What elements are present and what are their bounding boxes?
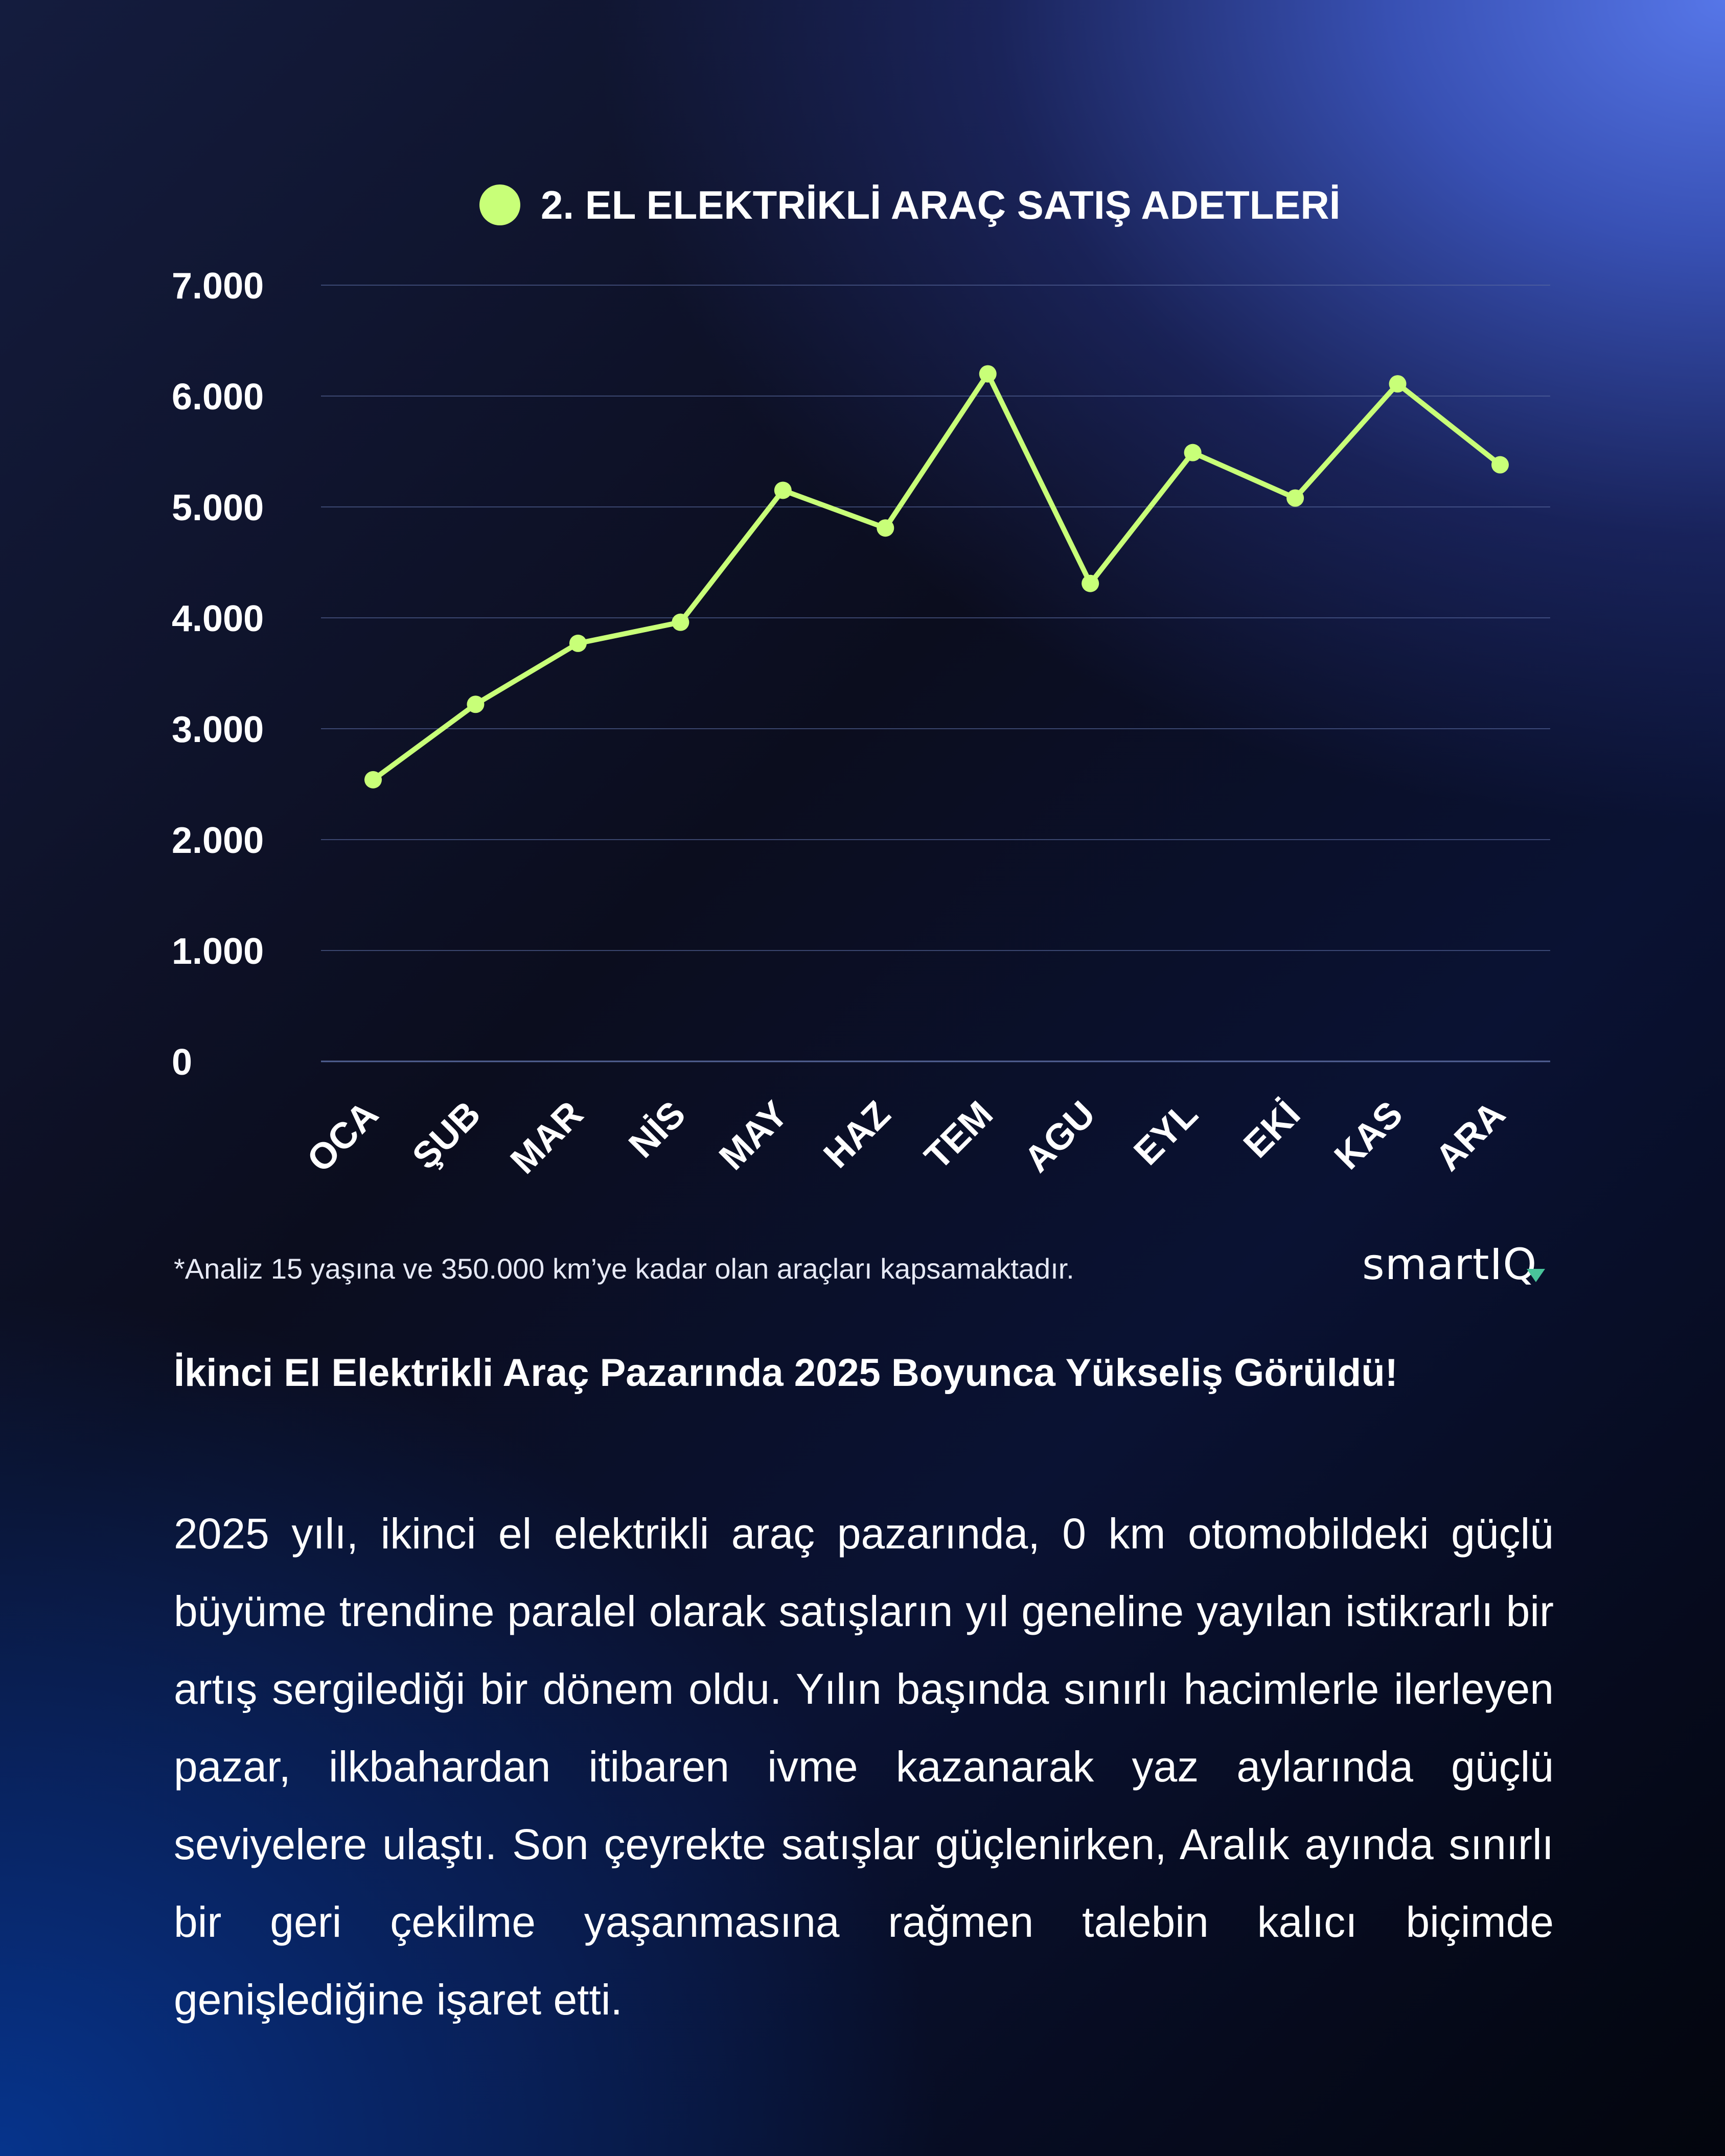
logo-text: smartIQ [1362,1239,1537,1289]
chart-legend [479,182,1340,227]
y-tick-label: 7.000 [172,266,264,307]
data-point [1286,490,1304,507]
x-axis-labels [300,1094,1513,1182]
x-tick-label: EYL [1126,1093,1206,1173]
x-tick-label: OCA [299,1093,386,1180]
y-tick-label: 4.000 [172,598,264,639]
data-point [979,365,997,383]
x-tick-label: AGU [1016,1093,1103,1180]
y-tick-label: 6.000 [172,377,264,418]
data-point [364,771,382,789]
gridlines [321,285,1550,1061]
y-tick-label: 3.000 [172,709,264,750]
series-line [364,365,1509,789]
y-axis-labels [172,266,264,1083]
x-tick-label: ŞUB [404,1093,489,1177]
data-point [877,519,894,537]
data-point [774,481,792,499]
legend-label: 2. EL ELEKTRİKLİ ARAÇ SATIŞ ADETLERİ [541,182,1341,227]
series-line-path [373,374,1500,780]
x-tick-label: EKİ [1235,1093,1308,1166]
x-tick-label: TEM [917,1093,1001,1177]
x-tick-label: ARA [1428,1093,1513,1179]
x-tick-label: KAS [1326,1093,1411,1177]
y-tick-label: 1.000 [172,931,264,972]
data-point [1389,375,1407,392]
x-tick-label: NİS [621,1093,694,1166]
article-body: 2025 yılı, ikinci el elektrikli araç pazarında, 0 km otomobildeki güçlü büyüme trendine paralel olarak satışların yıl geneline yayılan istikrarlı bir artış sergilediği bir dönem oldu. Yılın başında sınırlı hacimlerle ilerleyen pazar, ilkbahardan itibaren ivme kazanarak yaz aylarında güçlü seviyelere ulaştı. Son çeyrekte satışlar güçlenirken, Aralık ayında sınırlı bir geri çekilme yaşanmasına rağmen talebin kalıcı biçimde genişlediğine işaret etti. [174,1510,1554,2024]
legend-marker [479,184,520,225]
data-point [1491,456,1509,474]
x-tick-label: MAY [711,1093,796,1178]
data-point [467,696,484,713]
data-point [672,614,689,631]
logo-accent-icon [1527,1269,1545,1282]
article-headline: İkinci El Elektrikli Araç Pazarında 2025 Boyunca Yükseliş Görüldü! [174,1351,1398,1395]
footnote: *Analiz 15 yaşına ve 350.000 km’ye kadar olan araçları kapsamaktadır. [174,1253,1074,1285]
data-point [569,635,587,652]
y-tick-label: 5.000 [172,488,264,528]
data-point [1184,444,1202,461]
smartiq-logo [1362,1239,1545,1289]
x-tick-label: MAR [502,1093,591,1182]
y-tick-label: 0 [172,1042,193,1083]
data-point [1082,575,1099,592]
y-tick-label: 2.000 [172,820,264,861]
x-tick-label: HAZ [816,1093,899,1176]
